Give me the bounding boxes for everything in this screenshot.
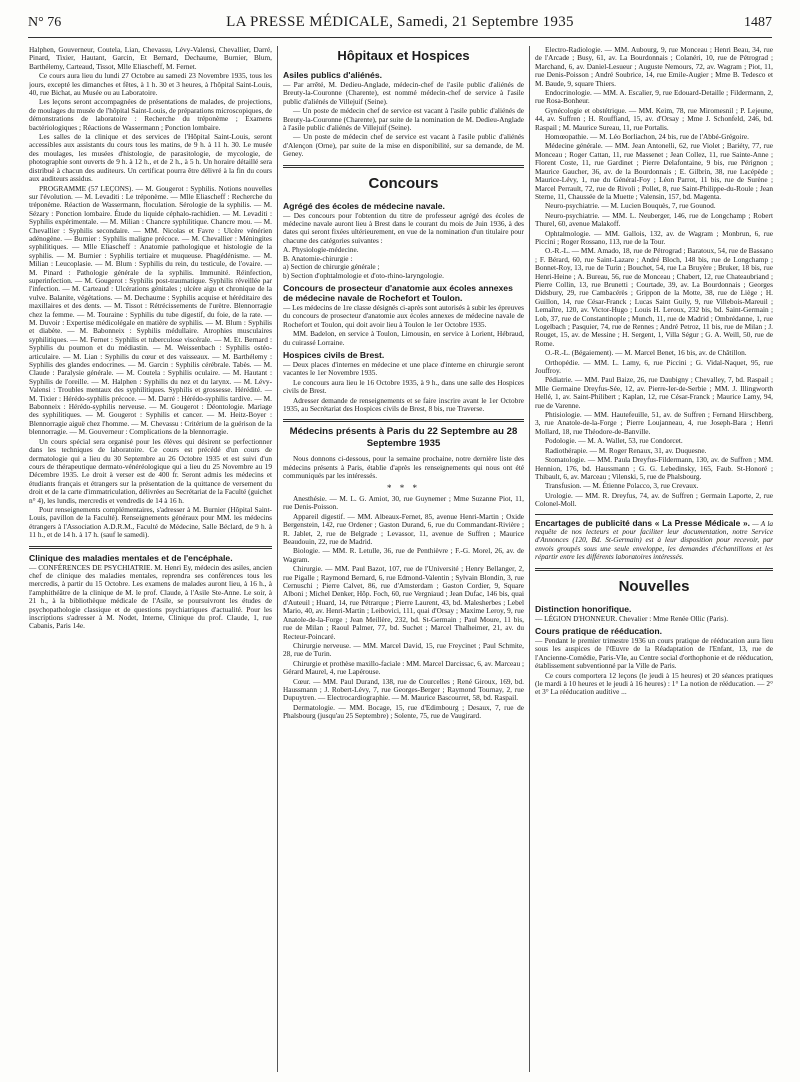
hopitaux-title: Hôpitaux et Hospices xyxy=(337,48,470,63)
page-number: 1487 xyxy=(744,15,772,30)
paragraph: — LÉGION D'HONNEUR. Chevalier : Mme Renée Ollic (Paris). xyxy=(535,613,729,623)
encartages-notice xyxy=(535,514,773,562)
column-2 xyxy=(283,46,524,1074)
directory-entry: O.-R.-L. — MM. Amado, 18, rue de Pétrograd ; Baratoux, 54, rue de Bassano ; F. Bérard, 60, rue Saint-Lazare ; André Bloch, 148 bis, rue de Longchamp ; Bonnet-Roy, 13, rue de Turin ; Bouchet, 54, rue La Bruyère ; Bruker, 18 bis, rue Henri-Heine ; A. Bureau, 56, rue de Monceau ; Chabert, 12, rue Chateaubriand ; Pierre Collin, 13, rue Brunetti ; Courtade, 39, av. La Bourdonnais ; Georges Didsbury, 29, rue Cambacérès ; Grippon de la Motte, 38, rue de Liège ; H. Guillon, 14, rue César-Franck ; Lucas Saint Guily, 9, rue Villebois-Mareuil ; Lemaître, 120, av. Victor-Hugo ; Louis H. Leroux, 232 bis, bd. Saint-Germain ; Lob, 37, rue de Constantinople ; Munch, 11, rue de Madrid ; Ombrédanne, 1, rue Logelbach ; Pasquier, 74, rue de Rennes ; André Petroz, 11 bis, rue de Milan ; J. Rouget, 15, av. de Messine ; H. Sergent, 1, Villa Ségur ; G. A. Weill, 50, rue de Rome. xyxy=(535,246,773,348)
medecins-title: Médecins présents à Paris du 22 Septembre au 28 Septembre 1935 xyxy=(289,426,518,450)
directory-entry: Podologie. — M. A. Wallet, 53, rue Condorcet. xyxy=(545,436,683,446)
paragraph: Adresser demande de renseignements et se faire inscrire avant le 1er Octobre 1935, au Secrétariat des Hospices civils de Brest, 8 bis, rue Traverse. xyxy=(283,395,524,413)
directory-entry: Electro-Radiologie. — MM. Aubourg, 9, rue Monceau ; Henri Beau, 34, rue de l'Arcade ; Busy, 61, av. La Bourdonnais ; Colanéri, 10, rue de Pétrograd ; Marchand, 6, av. Daniel-Lesueur ; Auguste Nemours, 72, av. Wagram ; Piot, 11, rue Denis-Poisson ; André Soubrice, 14, rue Emile-Augier ; Mme B. Tedesco et M. Baude, 9, square Thiers. xyxy=(535,46,773,88)
column-1 xyxy=(29,46,272,1074)
column-rule-2 xyxy=(529,46,530,1072)
encartages-text: — A la requête de nos lecteurs et pour faciliter leur documentation, notre Service d'Annonces (120, Bd. St-Germain) est à leur disposition pour recevoir, par envois groupés sous une seule enveloppe, les demandes d'échantillons et les répartir entre les différents laboratoires intéressés. xyxy=(535,518,773,562)
directory-entry: Anesthésie. — M. L. G. Amiot, 30, rue Guynemer ; Mme Suzanne Piot, 11, rue Denis-Poisson. xyxy=(283,494,524,512)
list-item: b) Section d'ophtalmologie et d'oto-rhino-laryngologie. xyxy=(283,270,444,280)
stars-divider: * * * xyxy=(387,482,420,493)
paragraph: — Un poste de médecin chef de service est vacant à l'asile public d'aliénés d'Alençon (Orne), par suite de la mise en disponibilité, sur sa demande, de M. Geney. xyxy=(283,132,524,159)
clinique-heading: Clinique des maladies mentales et de l'encéphale. xyxy=(29,552,233,563)
asiles-heading: Asiles publics d'aliénés. xyxy=(283,70,383,80)
directory-entry: Transfusion. — M. Étienne Polacco, 3, rue Crevaux. xyxy=(545,481,699,491)
paragraph: — Des concours pour l'obtention du titre de professeur agrégé des écoles de médecine navale auront lieu à Brest dans le courant du mois de Juin 1936, à des dates qui seront fixées ultérieurement, en vue de la nomination d'un titulaire pour chacune des catégories suivantes : xyxy=(283,210,524,245)
section-divider xyxy=(283,419,524,423)
directory-entry: Homœopathie. — M. Léo Borliachon, 24 bis, rue de l'Abbé-Grégoire. xyxy=(545,132,749,142)
column-3 xyxy=(535,46,773,1074)
category-list xyxy=(283,246,524,280)
directory-entry: Orthopédie. — MM. L. Lamy, 6, rue Piccini ; G. Vidal-Naquet, 95, rue Jouffroy. xyxy=(535,357,773,376)
directory-entry: Cœur. — MM. Paul Durand, 138, rue de Courcelles ; René Giroux, 169, bd. Haussmann ; J. Robert-Lévy, 7, rue Georges-Berger ; Raymond Tournay, 2, rue Dupuytren. — Electrocardiographie. — M. Maurice Bascourret, 58, bd. Raspail. xyxy=(283,676,524,703)
directory-entry: Médecine générale. — MM. Jean Antonelli, 62, rue Violet ; Bariéty, 77, rue Monceau ; Roger Cattan, 11, rue Massenet ; Jean Collez, 11, rue Sainte-Anne ; Florent Coste, 11, rue Gardinet ; Pierre Delafontaine, 9 bis, rue Pérignon ; Maurice Gaucher, 36, av. de la Bourdonnais ; E. Gilbrin, 38, rue Lacépède ; Maurice-Lévy, 1, rue du Général-Foy ; Léon Parrot, 11 bis, rue de Surène ; Marcel Perrault, 72, rue de Rivoli ; Pollet, 8, rue Saint-Philippe-du-Roule ; Jean Sterne, 11, Chaussée de la Muette ; Valensin, 157, bd. Magenta. xyxy=(535,141,773,201)
nouvelles-title: Nouvelles xyxy=(618,577,690,595)
directory-entry: Chirurgie nerveuse. — MM. Marcel David, 15, rue Freycinet ; Paul Schmite, 28, rue de Turin. xyxy=(283,640,524,659)
paragraph: Nous donnons ci-dessous, pour la semaine prochaine, notre dernière liste des médecins présents à Paris, établie d'après les renseignements qui nous ont été communiqués par les intéressés. xyxy=(283,454,524,481)
section-divider xyxy=(283,165,524,169)
directory-entry: Dermatologie. — MM. Bocage, 15, rue d'Edimbourg ; Desaux, 7, rue de Phalsbourg (jusqu'au 25 Septembre) ; Solente, 75, rue de Vaugirard. xyxy=(283,702,524,721)
distinction-heading: Distinction honorifique. xyxy=(535,603,632,614)
directory-entry: Neuro-psychiatrie. — MM. L. Neuberger, 146, rue de Longchamp ; Robert Thurel, 60, avenue Malakoff. xyxy=(535,210,773,229)
journal-title: LA PRESSE MÉDICALE, Samedi, 21 Septembre 1935 xyxy=(226,14,574,30)
paragraph: — Pendant le premier trimestre 1936 un cours pratique de rééducation aura lieu sous les auspices de l'Œuvre de la Réadaptation de l'Enfant, 13, rue de l'Ancienne-Comédie, Paris-VIe, au Centre social d'orthophonie et de rééducation, établissement subventionné par la Ville de Paris. xyxy=(535,635,773,671)
list-item: B. Anatomie-chirurgie : xyxy=(283,253,353,263)
section-divider xyxy=(29,546,272,550)
issue-number: N° 76 xyxy=(28,15,62,30)
directory-entry: Phtisiologie. — MM. Hautefeuille, 51, av. de Suffren ; Fernand Hirschberg, 3, rue Anatole-de-la-Forge ; Pierre Loujanneau, 4, rue Joseph-Bara ; Henri Mollard, 18, rue Théodore-de-Banville. xyxy=(535,410,773,436)
cours-heading: Cours pratique de rééducation. xyxy=(535,625,663,636)
paragraph: — Deux places d'internes en médecine et une place d'interne en chirurgie seront vacantes le 1er Novembre 1935. xyxy=(283,359,524,378)
paragraph: Le concours aura lieu le 16 Octobre 1935, à 9 h., dans une salle des Hospices civils de Brest. xyxy=(283,377,524,396)
directory-entry: Neuro-psychiatrie. — M. Lucien Bouquès, 7, rue Gounod. xyxy=(545,201,716,211)
paragraph: MM. Badelon, en service à Toulon, Limousin, en service à Lorient, Hébraud, du cuirassé Lorraine. xyxy=(283,329,524,347)
paragraph: Ce cours comportera 12 leçons (le jeudi à 15 heures) et 20 séances pratiques (le mardi à 10 heures et le jeudi à 16 heures) : 1° La notion de rééducation. — 2° et 3° La rééducation auditive ... xyxy=(535,670,773,697)
list-item: a) Section de chirurgie générale ; xyxy=(283,262,380,272)
directory-entry: Appareil digestif. — MM. Albeaux-Fernet, 85, avenue Henri-Martin ; Oxide Bergenstein, 142, rue Ordener ; Gaston Durand, 6, rue du Commandant-Rivière ; R. Jablet, 2, rue de Belgrade ; Levassor, 11, avenue de Suffren ; Maurice Beaudouin, 22, rue de Madrid. xyxy=(283,511,524,547)
directory-entry: O.-R.-L. (Bégaiement). — M. Marcel Benet, 16 bis, av. de Châtillon. xyxy=(545,348,747,358)
directory-entry: Stomatologie. — MM. Paula Dreyfus-Fildermann, 130, av. de Suffren ; MM. Hennion, 176, bd. Haussmann ; G. G. Lebedinsky, 165, Faub. St-Honoré ; Thibault, 6, av. Marceau ; Vilenski, 5, rue de Phalsbourg. xyxy=(535,455,773,481)
section-divider xyxy=(535,568,773,572)
encartages-heading: Encartages de publicité dans « La Presse Médicale ». xyxy=(535,517,750,528)
concours-heading-3: Hospices civils de Brest. xyxy=(283,349,385,360)
directory-entry: Pédiatrie. — MM. Paul Baize, 26, rue Daubigny ; Chevalley, 7, bd. Raspail ; Mlle Germaine Dreyfus-Sée, 12, av. Pierre-Ier-de-Serbie ; MM. J. Illingworth Hellé, 1, av. Saint-Philibert ; Kaplan, 12, rue César-Franck ; Maurice Lamy, 94, rue de Varenne. xyxy=(535,375,773,410)
running-header xyxy=(28,14,772,38)
clinique-text: — CONFÉRENCES DE PSYCHIATRIE. M. Henri Ey, médecin des asiles, ancien chef de clinique des maladies mentales, reprendra ses conférences tous les mercredis, à partir du 15 Octobre. Les examens de malades auront lieu, à 16 h., à l'amphithéâtre de la clinique de M. le prof. Claude, à l'Asile Ste-Anne. Le soir, à 21 h., à la bibliothèque médicale de l'Asile, se poursuivront les études de psychopathologie classique et de questions psychiatriques d'actualité. Pour les inscriptions s'adresser à M. Nodet, Interne, Clinique du prof. Claude, 1, rue Cabanis, Paris 14e. xyxy=(29,562,272,631)
directory-entry: Biologie. — MM. R. Letulle, 36, rue de Penthièvre ; F.-G. Morel, 26, av. de Wagram. xyxy=(283,546,524,564)
paragraph: Ce cours aura lieu du lundi 27 Octobre au samedi 23 Novembre 1935, tous les jours, excepté les dimanches et fêtes, à 1 h. 30 et 3 heures, à l'hôpital Saint-Louis, 40, rue Bichat, au Musée ou au Laboratoire. xyxy=(29,71,272,98)
directory-entry: Urologie. — MM. R. Dreyfus, 74, av. de Suffren ; Germain Laporte, 2, rue Colonel-Moll. xyxy=(535,490,773,509)
paragraph: Pour renseignements complémentaires, s'adresser à M. Burnier (Hôpital Saint-Louis, pavillon de la Faculté). Renseignements généraux pour MM. les médecins étrangers à l'Association A.D.R.M., Faculté de Médecine, Salle Béclard, de 9 h. à 11 h., et de 14 h. à 17 h. (sauf le samedi). xyxy=(29,504,272,540)
programme-paragraph: PROGRAMME (57 LEÇONS). — M. Gougerot : Syphilis. Notions nouvelles sur l'évolution. — M. Levaditi : Le tréponème. — Mlle Eliascheff : Recherche du tréponème. Réaction de Wassermann, floculation. Sérologie de la syphilis. — M. Sézary : Ponction lombaire. Étude du liquide céphalo-rachidien. — M. Levaditi : Syphilis expérimentale. — M. Milian : Chancre syphilitique. Chancre mou. — M. Chevallier : Syphilis secondaire. — MM. Nicolas et Favre : Ulcère vénérien adénogène. — Burnier : Syphilis maligne précoce. — M. Chevallier : Méningites syphilitiques. — Mlle Eliascheff : Anatomie pathologique et histologie de la syphilis. — M. Burnier : Syphilis tertiaire et muqueuse. Phagédénisme. — M. Milian : Leucoplasie. — M. Blum : Syphilis du rein, du testicule, de l'ovaire. — M. Pinard : Pathologie générale de la syphilis. Immunité. Réinfection, superinfection. — M. Gougerot : Syphilis post-traumatique. Syphilis réveillée par l'infection. — M. Carteaud : Ulcérations génitales ; ulcère aigu et chronique de la vulve. Balanite, végétations. — M. Dechaume : Syphilis acquise et héréditaire des maxillaires et des dents. — M. Tissot : Rétrécissements de l'urètre. Blennorragie chez la femme. — M. Touraine : Syphilis du tube digestif, du foie, de la rate. — M. Duvoir : Expertise médicolégale en matière de syphilis. — M. Blum : Syphilis et diabète. — M. Babonneix : Syphilis médullaire. Atrophies musculaires syphilitiques. — M. Fernet : Syphilis et tuberculose viscérale. — M. Et. Bernard : Syphilis du poumon et du médiastin. — M. Weissenbach : Syphilis ostéo-articulaire. — M. Lian : Syphilis du cœur et des vaisseaux. — M. Barthélemy : Syphilis des glandes endocrines. — M. Garcin : Syphilis cérébrale. Tabès. — M. Claude : Paralysie générale. — M. Coutela : Syphilis oculaire. — M. Hautant : Syphilis de l'oreille. — M. Halphen : Syphilis du nez et du larynx. — M. Lévy-Valensi : Troubles mentaux des syphilitiques. Syphilis et grossesse. Hérédité. — M. Tixier : Hérédo-syphilis précoce. — M. Darré : Hérédo-syphilis tardive. — M. Babonneix : Hérédo-syphilis nerveuse. — M. Gougerot : Déontologie. Mariage des syphilitiques. — M. Gougerot : Syphilis et cancer. — M. Heitz-Boyer : Blennorragie aiguë chez l'homme. — M. Chevassu : Critérium de la guérison de la blennorragie. — M. Gouverneur : Complications de la blennorragie. xyxy=(29,183,272,437)
directory-entry: Chirurgie. — MM. Paul Bazot, 107, rue de l'Université ; Henry Bellanger, 2, rue Pigalle ; Raymond Bernard, 6, rue Edmond-Valentin ; Sylvain Blondin, 3, rue Cernuschi ; Pierre Calvet, 86, rue d'Amsterdam ; Gaston Cordier, 9, Square Alboni ; Michel Denker, Hôp. Foch, 60, rue Vergniaud ; Jean Dufac, 146 bis, quai d'Auteuil ; Huard, 14, rue Pétrarque ; Pierre Laurent, 43, bd. Malesherbes ; Lebel Mario, 40, av. Henri-Martin ; Leibovici, 111, quai d'Orsay ; Maxime Leroy, 9, rue Anatole-de-la-Forge ; Jean Meillère, 232, bd. St-Germain ; Paul Moure, 11 bis, rue de Milan ; Raoul Palmer, 77, bd. Suchet ; Marcel Thalheimer, 21, av. du Recteur-Poincaré. xyxy=(283,564,524,641)
column-rule-1 xyxy=(277,46,278,1072)
paragraph: Halphen, Gouverneur, Coutela, Lian, Chevassu, Lévy-Valensi, Chevallier, Darré, Pinard, Tixier, Hautant, Garcin, Et Bernard, Dechaume, Burnier, Blum, Barthélemy, Carteaud, Tissot, Mlle Eliascheff, M. Fernet. xyxy=(29,46,272,71)
paragraph: Les salles de la clinique et des services de l'Hôpital Saint-Louis, seront accessibles aux assistants du cours tous les matins, de 9 h. à 11 h. 30. Le musée des moulages, les musées d'histologie, de parasitologie, de mycologie, de photographie sont ouverts de 9 h. à 12 h., et de 2 h., à 5 h. Un horaire détaillé sera distribué à chacun des auditeurs. Un certificat pourra être délivré à la fin du cours aux auditeurs assidus. xyxy=(29,132,272,184)
paragraph: — Par arrêté, M. Dedieu-Anglade, médecin-chef de l'asile public d'aliénés de Breuty-la-Couronne (Charente), est nommé médecin-chef de service à l'asile public d'aliénés de Villejuif (Seine). xyxy=(283,80,524,106)
paragraph: Les leçons seront accompagnées de présentations de malades, de projections, de moulages du musée de l'hôpital Saint-Louis, de préparations microscopiques, de démonstrations de laboratoire : Recherche du tréponème ; Examens bactériologiques ; Réactions de Wassermann ; Ponction lombaire. xyxy=(29,97,272,132)
directory-entry: Endocrinologie. — MM. A. Escalier, 9, rue Edouard-Detaille ; Fildermann, 2, rue Rosa-Bonheur. xyxy=(535,88,773,106)
concours-title: Concours xyxy=(368,174,439,192)
paragraph: — Un poste de médecin chef de service est vacant à l'asile public d'aliénés de Breuty-la-Couronne (Charente), par suite de la nomination de M. Dedieu-Anglade à l'asile public d'aliénés de Villejuif (Seine). xyxy=(283,106,524,133)
directory-entry: Chirurgie et prothèse maxillo-faciale : MM. Marcel Darcissac, 6, av. Marceau ; Gérard Maurel, 4, rue Lapérouse. xyxy=(283,658,524,677)
directory-entry: Gynécologie et obstétrique. — MM. Keim, 78, rue Miromesnil ; P. Lejeune, 44, av. Suffren ; H. Rouffiand, 15, av. d'Orsay ; Mme J. Schonfeld, 246, bd. Raspail ; M. Maurice Sureau, 11, rue Portalis. xyxy=(535,105,773,132)
paragraph: — Les médecins de 1re classe désignés ci-après sont autorisés à subir les épreuves du concours de prosecteur d'anatomie aux écoles annexes de médecine navale de Rochefort et Toulon, qui doit avoir lieu à Toulon le 1er Octobre 1935. xyxy=(283,302,524,329)
directory-entry: Radiothérapie. — M. Roger Renaux, 31, av. Duquesne. xyxy=(545,445,707,455)
list-item: A. Physiologie-médecine. xyxy=(283,245,359,255)
concours-heading-1: Agrégé des écoles de médecine navale. xyxy=(283,200,445,211)
paragraph: Un cours spécial sera organisé pour les élèves qui désirent se perfectionner dans les techniques de laboratoire. Ce cours est précédé d'un cours de dermatologie qui a lieu du 30 Septembre au 26 Octobre 1935 et est suivi d'un cours de thérapeutique dermato-vénéréologique qui a lieu du 25 Novembre au 19 Décembre 1935. Le droit à verser est de 400 fr. Seront admis les médecins et étudiants français et étrangers sur la présentation de la quittance de versement du droit et de la carte d'immatriculation, délivrées au Secrétariat de la Faculté (guichet n° 4), les lundis, mercredis et vendredis de 14 à 16 h. xyxy=(29,436,272,505)
concours-heading-2: Concours de prosecteur d'anatomie aux écoles annexes de médecine navale de Rochefort et Toulon. xyxy=(283,282,513,303)
directory-entry: Ophtalmologie. — MM. Gallois, 132, av. de Wagram ; Monbrun, 6, rue Piccini ; Roger Rossano, 113, rue de la Tour. xyxy=(535,228,773,246)
